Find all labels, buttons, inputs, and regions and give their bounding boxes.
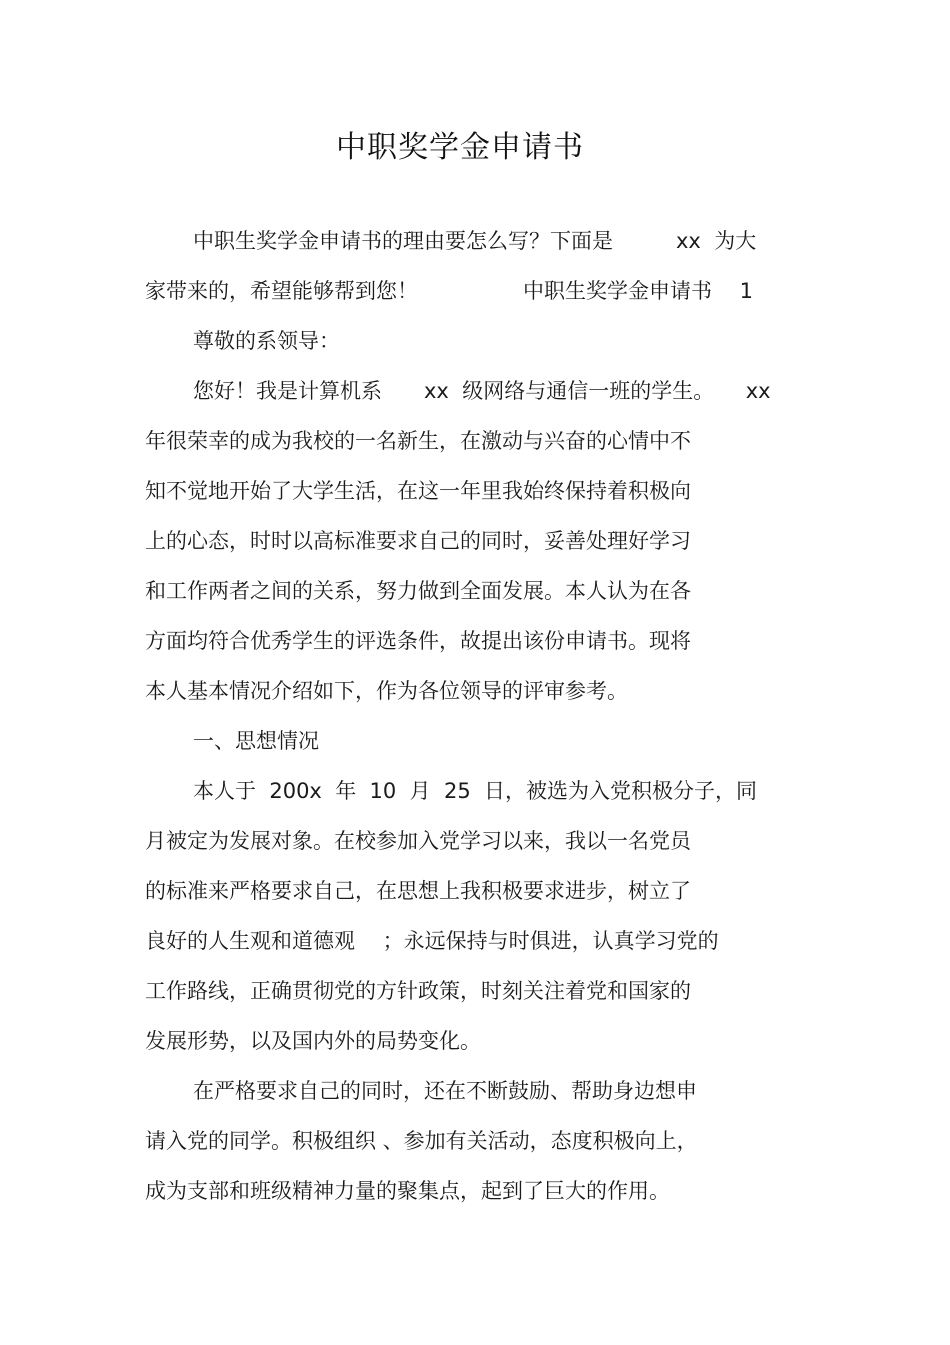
body-line: 发展形势，以及国内外的局势变化。 — [145, 1029, 481, 1053]
body-line: 月被定为发展对象。在校参加入党学习以来，我以一名党员 — [145, 829, 691, 853]
body-line: 和工作两者之间的关系，努力做到全面发展。本人认为在各 — [145, 579, 691, 603]
body-line: 良好的人生观和道德观 ；永远保持与时俱进，认真学习党的 — [145, 929, 719, 953]
body-line: 尊敬的系领导： — [193, 329, 340, 353]
body-line: 的标准来严格要求自己，在思想上我积极要求进步，树立了 — [145, 879, 691, 903]
body-line: 本人基本情况介绍如下，作为各位领导的评审参考。 — [145, 679, 628, 703]
body-line: 中职生奖学金申请书的理由要怎么写？下面是 xx 为大 — [193, 229, 757, 253]
section-heading: 一、思想情况 — [193, 729, 319, 753]
body-line: 方面均符合优秀学生的评选条件，故提出该份申请书。现将 — [145, 629, 691, 653]
body-line: 成为支部和班级精神力量的聚集点，起到了巨大的作用。 — [145, 1179, 670, 1203]
document-title: 中职奖学金申请书 — [336, 130, 584, 165]
body-line: 请入党的同学。积极组织 、参加有关活动，态度积极向上， — [145, 1129, 698, 1153]
body-line: 家带来的，希望能够帮到您！ 中职生奖学金申请书 1 — [145, 279, 754, 303]
body-line: 您好！我是计算机系 xx 级网络与通信一班的学生。 xx — [193, 379, 771, 403]
body-line: 在严格要求自己的同时，还在不断鼓励、帮助身边想申 — [193, 1079, 697, 1103]
body-line: 年很荣幸的成为我校的一名新生，在激动与兴奋的心情中不 — [145, 429, 691, 453]
body-line: 本人于 200x 年 10 月 25 日，被选为入党积极分子，同 — [193, 779, 758, 803]
body-line: 上的心态，时时以高标准要求自己的同时，妥善处理好学习 — [145, 529, 691, 553]
body-line: 知不觉地开始了大学生活，在这一年里我始终保持着积极向 — [145, 479, 691, 503]
body-line: 工作路线，正确贯彻党的方针政策，时刻关注着党和国家的 — [145, 979, 691, 1003]
